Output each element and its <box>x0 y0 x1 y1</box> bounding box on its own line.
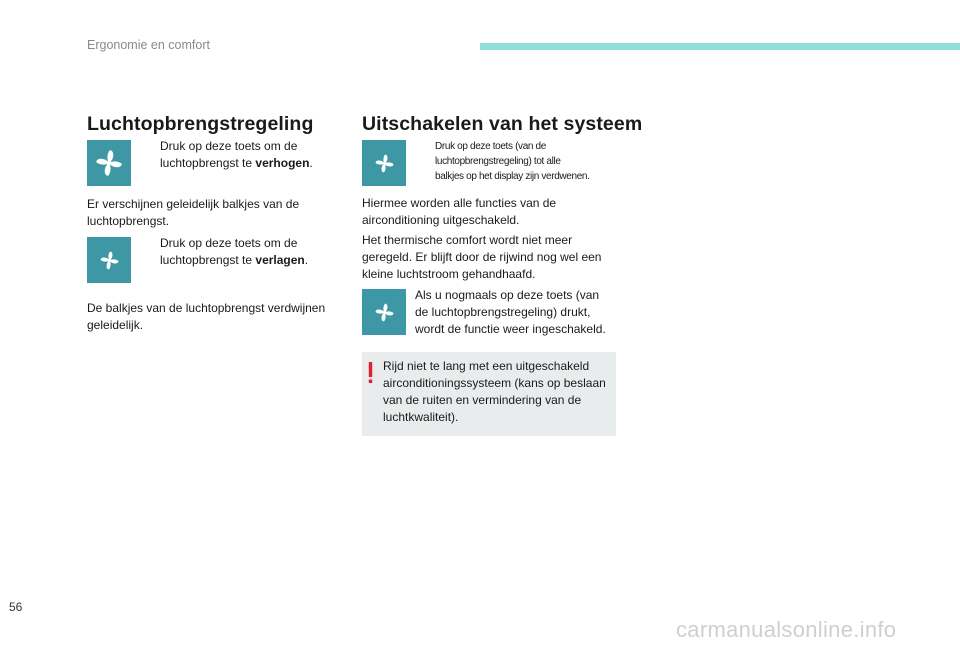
left-step-1-line2: luchtopbrengst te <box>160 156 256 170</box>
right-paragraph-2-line1: Het thermische comfort wordt niet meer <box>362 233 573 247</box>
right-step-2-line2: de luchtopbrengstregeling) drukt, <box>415 305 591 319</box>
right-step-2-line1: Als u nogmaals op deze toets (van <box>415 288 600 302</box>
fan-button-large <box>87 140 131 186</box>
header-accent-bar <box>480 43 960 50</box>
warning-text <box>383 358 613 426</box>
page-number: 56 <box>9 600 23 614</box>
fan-icon <box>374 153 395 174</box>
right-paragraph-2-line2: geregeld. Er blijft door de rijwind nog wel een <box>362 250 602 264</box>
right-paragraph-1-line1: Hiermee worden alle functies van de <box>362 196 557 210</box>
left-step-1-emphasis: verhogen <box>255 156 310 170</box>
left-step-1 <box>146 138 336 172</box>
left-step-2 <box>146 235 336 269</box>
right-step-2 <box>415 287 625 338</box>
fan-button-small <box>362 140 406 186</box>
fan-icon <box>99 250 120 271</box>
right-paragraph-1-line2: airconditioning uitgeschakeld. <box>362 213 520 227</box>
left-step-2-line2: luchtopbrengst te <box>160 253 256 267</box>
left-step-1-period: . <box>309 156 313 170</box>
warning-line3: van de ruiten en vermindering van de <box>383 393 582 407</box>
warning-line2: airconditioningssysteem (kans op beslaan <box>383 376 606 390</box>
fan-button-small <box>87 237 131 283</box>
right-paragraph-1 <box>362 195 622 229</box>
left-step-2-period: . <box>304 253 309 267</box>
left-step-2-line1: Druk op deze toets om de <box>160 236 298 250</box>
right-heading: Uitschakelen van het systeem <box>362 113 643 135</box>
right-paragraph-2-line3: kleine luchtstroom gehandhaafd. <box>362 267 536 281</box>
left-paragraph-1 <box>87 196 337 230</box>
right-paragraph-2 <box>362 232 622 283</box>
right-step-2-line3: wordt de functie weer ingeschakeld. <box>415 322 606 336</box>
right-step-1 <box>421 139 621 184</box>
fan-button-small <box>362 289 406 335</box>
fan-icon <box>94 148 124 178</box>
left-paragraph-2 <box>87 300 347 334</box>
warning-line4: luchtkwaliteit). <box>383 410 459 424</box>
exclamation-icon <box>368 362 373 384</box>
left-heading: Luchtopbrengstregeling <box>87 113 314 135</box>
right-step-1-line3: balkjes op het display zijn verdwenen. <box>435 171 590 182</box>
left-paragraph-2-line2: geleidelijk. <box>87 318 144 332</box>
right-step-1-line1: Druk op deze toets (van de <box>435 141 546 152</box>
right-step-1-line2: luchtopbrengstregeling) tot alle <box>435 156 561 167</box>
left-paragraph-1-line2: luchtopbrengst. <box>87 214 170 228</box>
watermark: carmanualsonline.info <box>676 617 897 642</box>
section-title: Ergonomie en comfort <box>87 38 210 52</box>
left-paragraph-1-line1: Er verschijnen geleidelijk balkjes van de <box>87 197 300 211</box>
left-step-1-line1: Druk op deze toets om de <box>160 139 298 153</box>
fan-icon <box>374 302 395 323</box>
warning-line1: Rijd niet te lang met een uitgeschakeld <box>383 359 590 373</box>
left-step-2-emphasis: verlagen <box>255 253 305 267</box>
left-paragraph-2-line1: De balkjes van de luchtopbrengst verdwijnen <box>87 301 326 315</box>
